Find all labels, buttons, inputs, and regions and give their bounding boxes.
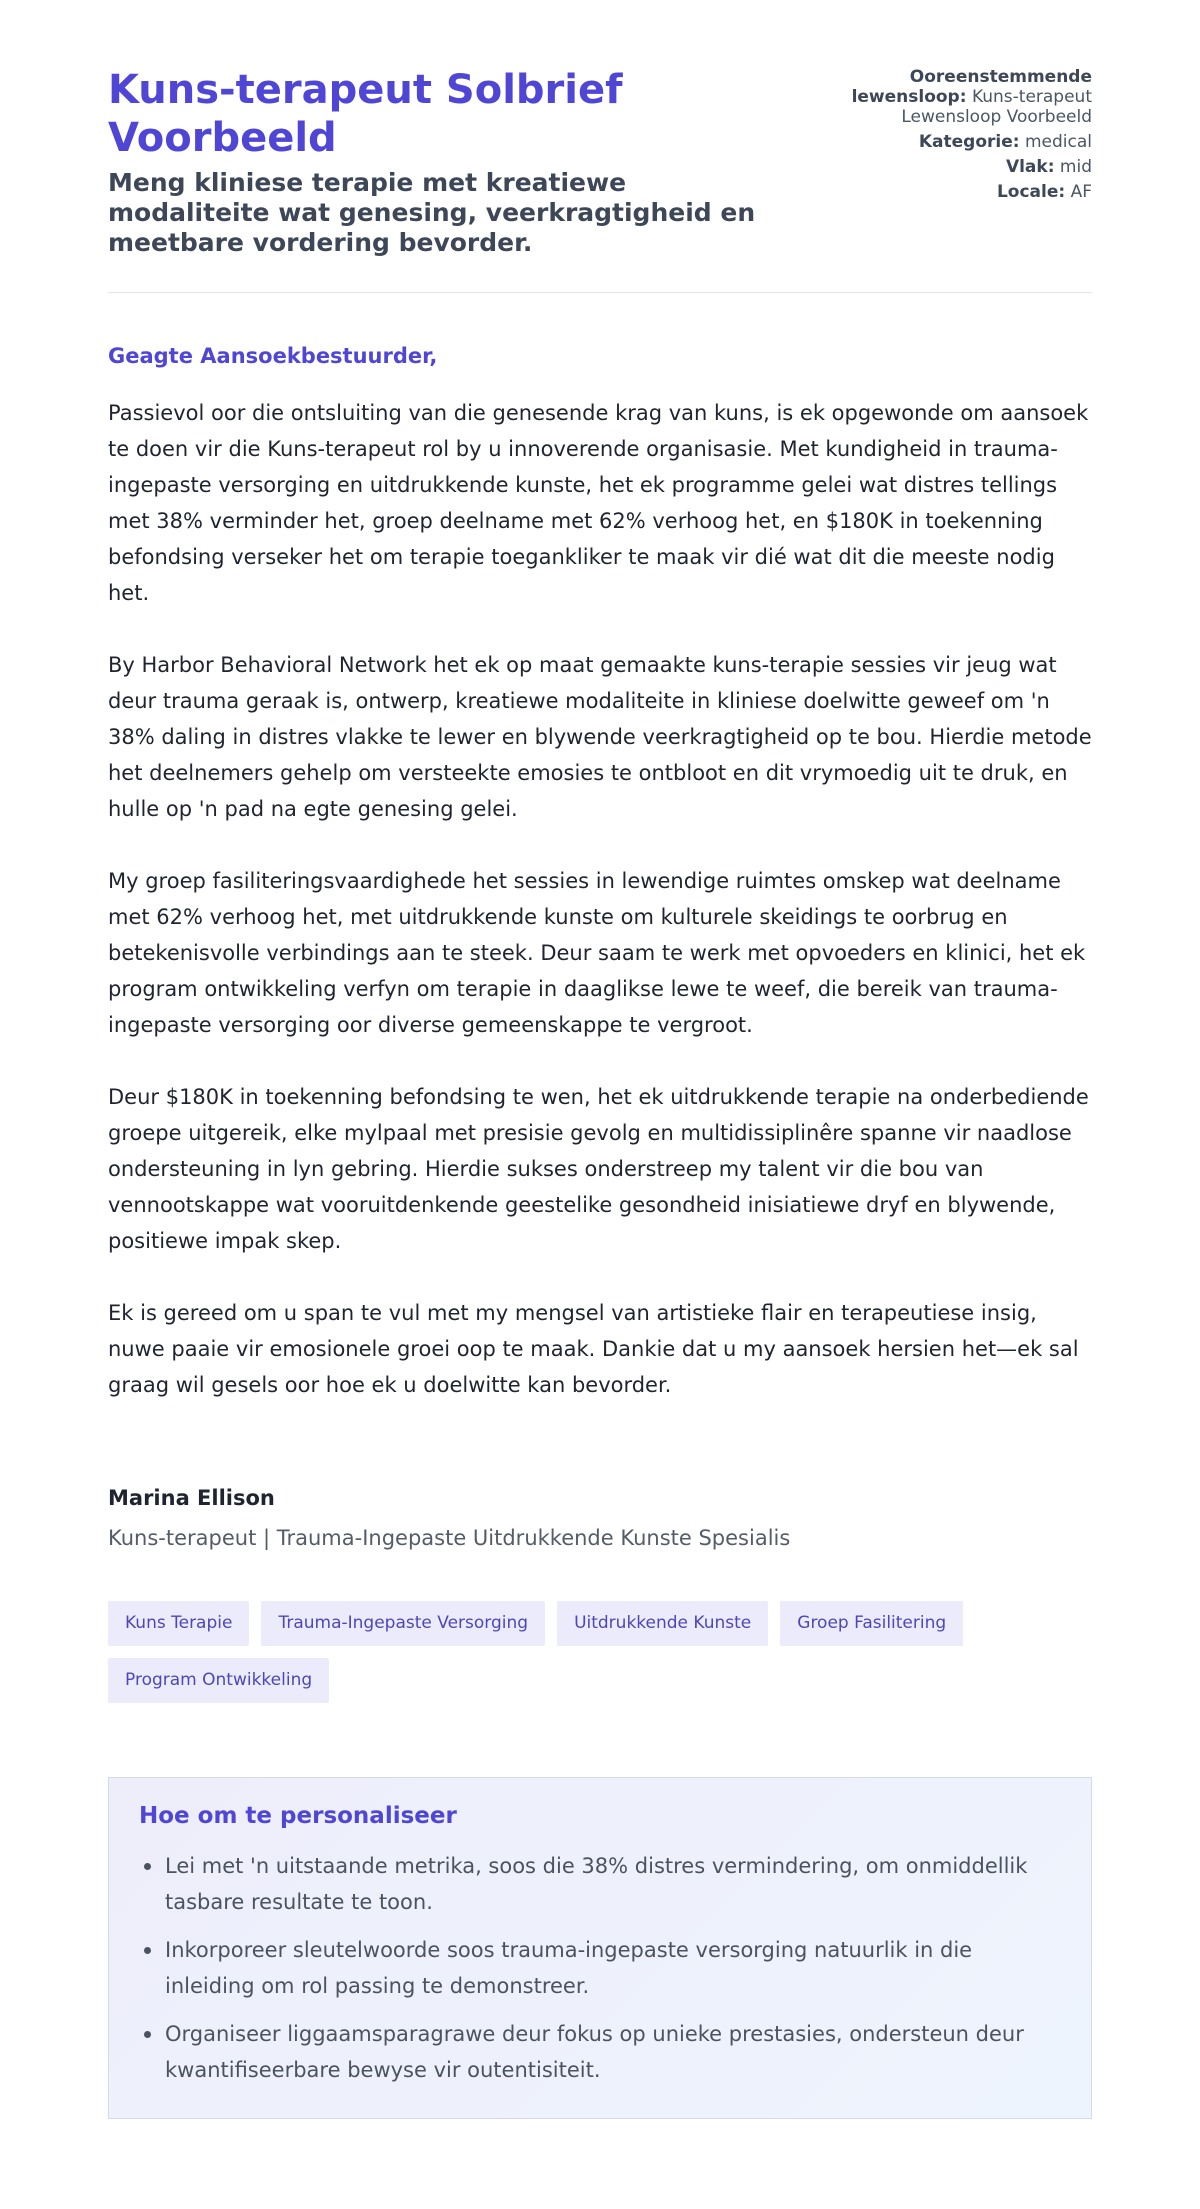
letter-greeting: Geagte Aansoekbestuurder, [108,344,438,368]
meta-level-label: Vlak: [1005,157,1055,177]
meta-locale-value: AF [1070,182,1092,202]
meta-locale [792,182,1092,202]
page-subtitle: Meng kliniese terapie met kreatiewe modaliteite wat genesing, veerkragtigheid en meetbare vordering bevorder. [108,168,756,257]
skill-tag: Uitdrukkende Kunste [557,1601,768,1646]
tips-list-item: Lei met 'n uitstaande metrika, soos die 38% distres vermindering, om onmiddellik tasbare resultate te toon. [165,1848,1061,1920]
meta-category [792,132,1092,152]
meta-cv-label: Ooreenstemmende lewensloop: [851,67,1092,107]
page-title: Kuns-terapeut Solbrief Voorbeeld [108,67,623,161]
signature-role: Kuns-terapeut | Trauma-Ingepaste Uitdrukkende Kunste Spesialis [108,1526,791,1550]
meta-category-value: medical [1024,132,1092,152]
meta-level [792,157,1092,177]
skill-tag: Trauma-Ingepaste Versorging [261,1601,545,1646]
skill-tag: Kuns Terapie [108,1601,249,1646]
letter-paragraph: By Harbor Behavioral Network het ek op maat gemaakte kuns-terapie sessies vir jeug wat deur trauma geraak is, ontwerp, kreatiewe modaliteite in kliniese doelwitte geweef om 'n 38% daling in distres vlakke te lewer en blywende veerkragtigheid op te bou. Hierdie metode het deelnemers gehelp om versteekte emosies te ontbloot en dit vrymoedig uit te druk, en hulle op 'n pad na egte genesing gelei. [108,653,1092,821]
meta-locale-label: Locale: [996,182,1066,202]
meta-level-value: mid [1059,157,1092,177]
header-titles [108,66,788,258]
meta-cv-value: Kuns-terapeut Lewensloop Voorbeeld [901,87,1092,127]
tips-list-item: Inkorporeer sleutelwoorde soos trauma-ingepaste versorging natuurlik in die inleiding om rol passing te demonstreer. [165,1932,1061,2004]
personalize-tips-box [108,1777,1092,2119]
tips-title: Hoe om te personaliseer [139,1803,457,1829]
tips-list-item: Organiseer liggaamsparagrawe deur fokus op unieke prestasies, ondersteun deur kwantifiseerbare bewyse vir outentisiteit. [165,2016,1061,2088]
tips-list [139,1848,1061,2088]
meta-matching-cv [792,67,1092,127]
skill-tags [108,1601,1008,1703]
letter-body [108,343,1092,1551]
letter-paragraph: My groep fasiliteringsvaardighede het sessies in lewendige ruimtes omskep wat deelname met 62% verhoog het, met uitdrukkende kunste om kulturele skeidings te oorbrug en betekenisvolle verbindings aan te steek. Deur saam te werk met opvoeders en klinici, het ek program ontwikkeling verfyn om terapie in daaglikse lewe te weef, die bereik van trauma-ingepaste versorging oor diverse gemeenskappe te vergroot. [108,869,1086,1037]
letter-paragraph: Passievol oor die ontsluiting van die genesende krag van kuns, is ek opgewonde om aansoek te doen vir die Kuns-terapeut rol by u innoverende organisasie. Met kundigheid in trauma-ingepaste versorging en uitdrukkende kunste, het ek programme gelei wat distres tellings met 38% verminder het, groep deelname met 62% verhoog het, en $180K in toekenning befondsing verseker het om terapie toegankliker te maak vir dié wat dit die meeste nodig het. [108,401,1089,605]
skill-tag: Program Ontwikkeling [108,1658,329,1703]
letter-paragraph: Deur $180K in toekenning befondsing te wen, het ek uitdrukkende terapie na onderbediende groepe uitgereik, elke mylpaal met presisie gevolg en multidissiplinêre spanne vir naadlose ondersteuning in lyn gebring. Hierdie sukses onderstreep my talent vir die bou van vennootskappe wat vooruitdenkende geestelike gesondheid inisiatiewe dryf en blywende, positiewe impak skep. [108,1085,1089,1253]
skill-tag: Groep Fasilitering [780,1601,963,1646]
meta-category-label: Kategorie: [918,132,1020,152]
page-header [108,66,1092,293]
signature-name: Marina Ellison [108,1486,275,1510]
letter-paragraph: Ek is gereed om u span te vul met my mengsel van artistieke flair en terapeutiese insig, nuwe paaie vir emosionele groei oop te maak. Dankie dat u my aansoek hersien het—ek sal graag wil gesels oor hoe ek u doelwitte kan bevorder. [108,1301,1079,1397]
meta-panel [792,67,1092,207]
